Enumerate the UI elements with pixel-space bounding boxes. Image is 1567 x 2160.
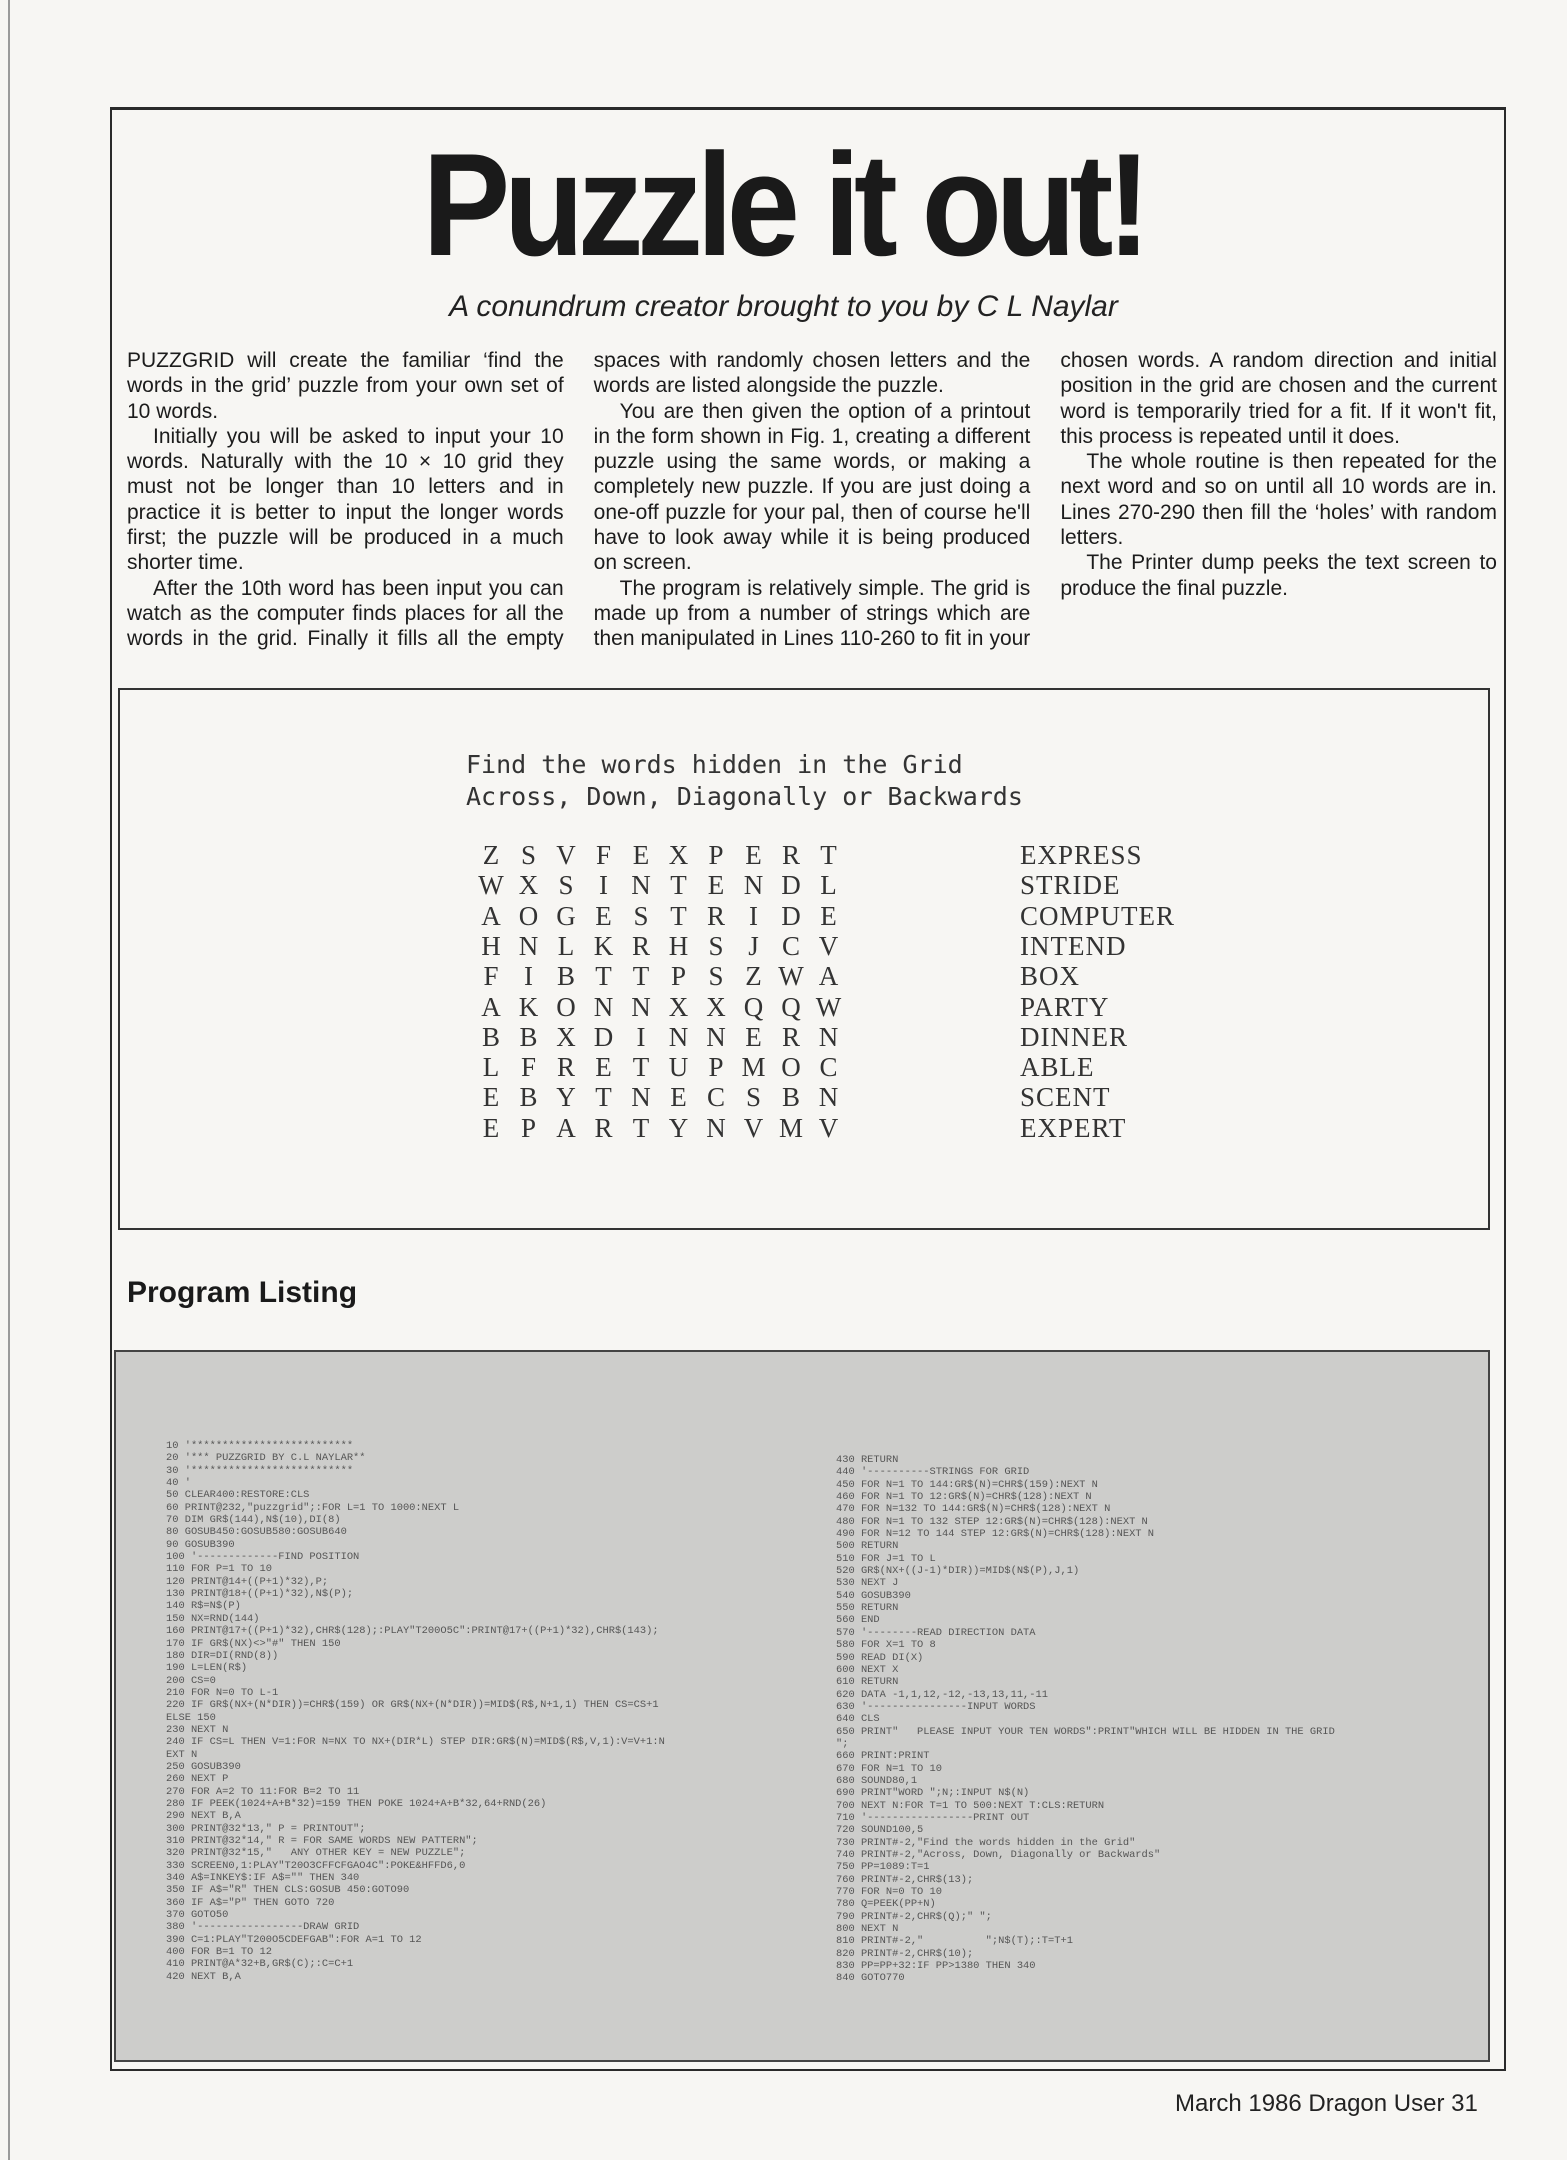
code-line: 490 FOR N=12 TO 144 STEP 12:GR$(N)=CHR$(128):NEXT N [836, 1528, 1155, 1541]
code-line: 160 PRINT@17+((P+1)*32),CHR$(128);:PLAY"T200O5C":PRINT@17+((P+1)*32),CHR$(143); [166, 1625, 659, 1638]
paragraph: The program is relatively simple. The grid is made up from a number of strings which are then manipulated in Lines 110-260 to fit in your chosen words. A random direction and initial position in the grid are chosen and the current word is temporarily tried for a fit. If it won't fit, this process is repeated until it does. [593, 349, 1497, 651]
grid-letter: I [599, 870, 608, 901]
code-line: 130 PRINT@18+((P+1)*32),N$(P); [166, 1588, 354, 1601]
grid-letter: N [518, 930, 539, 961]
code-line: 620 DATA -1,1,12,-12,-13,13,11,-11 [836, 1688, 1049, 1701]
code-line: 90 GOSUB390 [166, 1538, 235, 1551]
code-line: 260 NEXT P [166, 1773, 229, 1786]
program-listing-title: Program Listing [127, 1276, 358, 1309]
code-line: 150 NX=RND(144) [166, 1612, 260, 1625]
grid-letter: P [708, 840, 724, 870]
code-line: 560 END [836, 1614, 880, 1627]
grid-letter: R [594, 1112, 613, 1143]
grid-letter: E [482, 1112, 500, 1143]
grid-letter: I [749, 900, 758, 931]
code-line: 740 PRINT#-2,"Across, Down, Diagonally or Backwards" [836, 1849, 1161, 1861]
grid-letter: E [745, 840, 762, 870]
grid-letter: L [820, 870, 837, 901]
grid-letter: I [636, 1021, 646, 1052]
grid-letter: D [781, 870, 801, 901]
grid-letter: B [556, 961, 575, 992]
grid-letter: T [632, 961, 650, 992]
grid-letter: X [668, 991, 689, 1022]
grid-letter: F [595, 840, 612, 870]
grid-letter: S [708, 961, 724, 992]
grid-letter: B [781, 1082, 800, 1113]
grid-letter: A [818, 961, 839, 992]
grid-letter: W [478, 870, 504, 901]
code-line: 200 CS=0 [166, 1674, 216, 1687]
grid-letter: A [481, 991, 501, 1022]
code-line: 420 NEXT B,A [166, 1970, 241, 1983]
code-line: 60 PRINT@232,"puzzgrid";:FOR L=1 TO 1000:NEXT L [166, 1501, 460, 1514]
grid-letter: R [556, 1052, 575, 1083]
grid-letter: R [706, 900, 725, 931]
code-line: 180 DIR=DI(RND(8)) [166, 1649, 279, 1662]
grid-letter: K [518, 991, 539, 1022]
listing-column-left [166, 1440, 665, 1983]
grid-letter: E [595, 1052, 612, 1083]
code-line: 500 RETURN [836, 1540, 899, 1553]
figure-heading-1: Find the words hidden in the Grid [466, 750, 963, 779]
grid-letter: X [518, 870, 539, 901]
code-line: 360 IF A$="P" THEN GOTO 720 [166, 1896, 335, 1909]
grid-letter: D [593, 1021, 614, 1052]
grid-letter: Z [482, 840, 500, 870]
grid-letter: J [748, 930, 759, 961]
code-line: 730 PRINT#-2,"Find the words hidden in the Grid" [836, 1836, 1136, 1849]
grid-letter: H [481, 930, 501, 961]
code-line: 310 PRINT@32*14," R = FOR SAME WORDS NEW PATTERN"; [166, 1835, 478, 1847]
grid-letter: V [556, 840, 576, 870]
grid-letter: B [481, 1021, 500, 1052]
grid-letter: N [818, 1021, 839, 1052]
code-line: 480 FOR N=1 TO 132 STEP 12:GR$(N)=CHR$(128):NEXT N [836, 1515, 1148, 1528]
figure-puzzle-printout [118, 688, 1490, 1230]
code-line: 760 PRINT#-2,CHR$(13); [836, 1873, 974, 1886]
code-line: 630 '----------------INPUT WORDS [836, 1700, 1036, 1713]
grid-letter: T [595, 1082, 612, 1113]
code-line: 660 PRINT:PRINT [836, 1750, 930, 1763]
grid-letter: L [482, 1052, 500, 1083]
grid-letter: R [631, 930, 650, 961]
code-line: 570 '--------READ DIRECTION DATA [836, 1626, 1036, 1639]
grid-letter: S [520, 840, 537, 870]
grid-letter: I [524, 961, 533, 992]
grid-letter: Q [743, 991, 764, 1022]
code-line: 830 PP=PP+32:IF PP>1380 THEN 340 [836, 1960, 1036, 1973]
grid-letter: C [706, 1082, 725, 1113]
word-list-item: EXPERT [1020, 1112, 1127, 1143]
grid-letter: Q [781, 991, 801, 1022]
grid-letter: V [818, 1112, 839, 1143]
grid-letter: E [632, 840, 650, 870]
code-line: 680 SOUND80,1 [836, 1774, 918, 1787]
grid-letter: P [708, 1052, 724, 1083]
grid-letter: Y [556, 1082, 576, 1113]
grid-letter: B [519, 1021, 538, 1052]
figure-heading-2: Across, Down, Diagonally or Backwards [466, 782, 1023, 811]
paragraph: You are then given the option of a printout in the form shown in Fig. 1, creating a different puzzle using the same words, or making a completely new puzzle. If you are just doing a one-off puzzle for your pal, then of course he'll have to look away while it is being produced on screen. [593, 399, 1031, 575]
grid-letter: S [745, 1082, 762, 1113]
code-line: 790 PRINT#-2,CHR$(Q);" "; [836, 1910, 992, 1923]
grid-letter: N [668, 1021, 689, 1052]
grid-letter: W [778, 961, 804, 992]
grid-letter: P [670, 961, 687, 992]
grid-letter: N [593, 991, 614, 1022]
code-line: 340 A$=INKEY$:IF A$="" THEN 340 [166, 1872, 360, 1885]
grid-letter: A [556, 1112, 576, 1143]
code-line: 280 IF PEEK(1024+A+B*32)=159 THEN POKE 1024+A+B*32,64+RND(26) [166, 1797, 547, 1810]
code-line: 690 PRINT"WORD ";N;:INPUT N$(N) [836, 1787, 1030, 1800]
grid-letter: E [745, 1021, 762, 1052]
code-line: 70 DIM GR$(144),N$(10),DI(8) [166, 1514, 341, 1527]
code-line: 670 FOR N=1 TO 10 [836, 1762, 943, 1775]
code-line: 530 NEXT J [836, 1577, 899, 1590]
code-line: 580 FOR X=1 TO 8 [836, 1639, 936, 1652]
code-line: 270 FOR A=2 TO 11:FOR B=2 TO 11 [166, 1785, 360, 1798]
article-subtitle: A conundrum creator brought to you by C L Naylar [449, 290, 1118, 323]
code-line: 30 '************************** [166, 1464, 354, 1477]
grid-letter: T [632, 1112, 650, 1143]
code-line: 780 Q=PEEK(PP+N) [836, 1898, 936, 1911]
code-line: 430 RETURN [836, 1454, 899, 1466]
grid-letter: E [707, 870, 725, 901]
grid-letter: N [631, 1082, 651, 1113]
code-line: 290 NEXT B,A [166, 1810, 241, 1823]
grid-letter: A [481, 900, 501, 931]
code-line: 330 SCREEN0,1:PLAY"T20O3CFFCFGAO4C":POKE&HFFD6,0 [166, 1859, 466, 1872]
code-line: 590 READ DI(X) [836, 1651, 924, 1664]
article-body [127, 348, 1497, 668]
grid-letter: T [670, 870, 687, 901]
word-list-item: EXPRESS [1020, 840, 1143, 870]
code-line: 400 FOR B=1 TO 12 [166, 1946, 273, 1959]
paragraph: The Printer dump peeks the text screen to produce the final puzzle. [1060, 551, 1497, 600]
grid-letter: E [820, 900, 837, 931]
grid-letter: O [556, 991, 576, 1022]
grid-letter: S [708, 930, 724, 961]
code-line: 700 NEXT N:FOR T=1 TO 500:NEXT T:CLS:RETURN [836, 1799, 1105, 1812]
grid-letter: P [520, 1112, 537, 1143]
word-list-item: BOX [1020, 961, 1081, 992]
code-line: 750 PP=1089:T=1 [836, 1861, 930, 1874]
code-line: 610 RETURN [836, 1676, 899, 1689]
grid-letter: N [706, 1021, 726, 1052]
code-line: 370 GOTO50 [166, 1909, 229, 1922]
code-line: 600 NEXT X [836, 1663, 899, 1676]
grid-letter: X [556, 1021, 576, 1052]
code-line: 350 IF A$="R" THEN CLS:GOSUB 450:GOTO90 [166, 1884, 410, 1897]
program-listing [114, 1350, 1490, 2062]
code-line: 770 FOR N=0 TO 10 [836, 1886, 943, 1899]
grid-letter: Z [745, 961, 762, 992]
code-line: 640 CLS [836, 1713, 880, 1726]
code-line: 10 '************************** [166, 1440, 354, 1452]
code-line: 720 SOUND100,5 [836, 1824, 924, 1837]
grid-letter: T [595, 961, 612, 992]
word-list-item: SCENT [1020, 1082, 1111, 1113]
code-line: 50 CLEAR400:RESTORE:CLS [166, 1489, 310, 1502]
paragraph: After the 10th word has been input you can watch as the computer finds places for all the words in the grid. Finally it fills all the empty spaces with randomly chosen letters and the words are listed alongside the puzzle. [127, 349, 1031, 651]
grid-letter: C [819, 1052, 838, 1083]
grid-letter: V [818, 930, 839, 961]
grid-letter: Y [668, 1112, 689, 1143]
grid-letter: E [670, 1082, 687, 1113]
grid-letter: T [670, 900, 687, 931]
code-line: 210 FOR N=0 TO L-1 [166, 1686, 279, 1699]
listing-column-right [836, 1454, 1335, 1985]
grid-letter: E [595, 900, 612, 931]
grid-letter: D [781, 900, 801, 931]
grid-letter: V [743, 1112, 764, 1143]
grid-letter: N [631, 870, 651, 901]
word-list-item: STRIDE [1020, 870, 1121, 901]
grid-letter: T [820, 840, 837, 870]
code-line: 390 C=1:PLAY"T200O5CDEFGAB":FOR A=1 TO 12 [166, 1933, 422, 1946]
grid-letter: M [741, 1052, 766, 1083]
article-title: Puzzle it out! [422, 123, 1145, 286]
grid-letter: R [781, 840, 800, 870]
paragraph: PUZZGRID will create the familiar ‘find the words in the grid’ puzzle from your own set of 10 words. [127, 349, 564, 423]
code-line: 230 NEXT N [166, 1723, 229, 1736]
code-line: 40 ' [166, 1477, 191, 1490]
code-line: 220 IF GR$(NX+(N*DIR))=CHR$(159) OR GR$(NX+(N*DIR))=MID$(R$,N+1,1) THEN CS=CS+1 [166, 1699, 659, 1712]
code-line: 540 GOSUB390 [836, 1589, 911, 1602]
grid-letter: H [668, 930, 689, 961]
grid-letter: L [557, 930, 575, 961]
code-line: 460 FOR N=1 TO 12:GR$(N)=CHR$(128):NEXT N [836, 1491, 1092, 1504]
code-line: 840 GOTO770 [836, 1972, 905, 1985]
code-line: ELSE 150 [166, 1711, 216, 1724]
grid-letter: C [781, 930, 800, 961]
code-line: 550 RETURN [836, 1602, 899, 1615]
code-line: 110 FOR P=1 TO 10 [166, 1563, 273, 1576]
code-line: 510 FOR J=1 TO L [836, 1552, 936, 1565]
grid-letter: S [633, 900, 649, 931]
grid-letter: X [706, 991, 726, 1022]
code-line: 250 GOSUB390 [166, 1760, 241, 1773]
code-line: 470 FOR N=132 TO 144:GR$(N)=CHR$(128):NEXT N [836, 1503, 1111, 1516]
grid-letter: T [632, 1052, 650, 1083]
grid-letter: R [781, 1021, 800, 1052]
grid-letter: B [519, 1082, 538, 1113]
grid-letter: O [781, 1052, 801, 1083]
word-list-item: INTEND [1020, 930, 1127, 961]
code-line: 820 PRINT#-2,CHR$(10); [836, 1947, 974, 1960]
code-line: 100 '-------------FIND POSITION [166, 1551, 360, 1564]
code-line: 520 GR$(NX+((J-1)*DIR))=MID$(N$(P),J,1) [836, 1565, 1080, 1578]
code-line: 170 IF GR$(NX)<>"#" THEN 150 [166, 1637, 341, 1650]
code-line: 800 NEXT N [836, 1923, 899, 1936]
grid-letter: U [668, 1052, 689, 1083]
paragraph: The whole routine is then repeated for the next word and so on until all 10 words are in. Lines 270-290 then fill the ‘holes’ with random letters. [1060, 450, 1497, 550]
code-line: 650 PRINT" PLEASE INPUT YOUR TEN WORDS":PRINT"WHICH WILL BE HIDDEN IN THE GRID [836, 1725, 1335, 1738]
code-line: 190 L=LEN(R$) [166, 1662, 248, 1675]
code-line: 140 R$=N$(P) [166, 1600, 241, 1613]
code-line: 710 '-----------------PRINT OUT [836, 1811, 1030, 1824]
grid-letter: F [483, 961, 499, 992]
grid-letter: N [706, 1112, 726, 1143]
grid-letter: W [815, 991, 842, 1022]
grid-letter: O [518, 900, 539, 931]
page-footer: March 1986 Dragon User 31 [1175, 2090, 1478, 2117]
paragraph: Initially you will be asked to input your 10 words. Naturally with the 10 × 10 grid they must not be longer than 10 letters and in practice it is better to input the longer words first; the puzzle will be produced in a much shorter time. [127, 424, 564, 575]
word-list-item: COMPUTER [1020, 900, 1176, 931]
code-line: EXT N [166, 1748, 198, 1761]
code-line: 380 '-----------------DRAW GRID [166, 1921, 360, 1934]
grid-letter: F [520, 1052, 537, 1083]
code-line: 80 GOSUB450:GOSUB580:GOSUB640 [166, 1526, 347, 1539]
grid-letter: M [778, 1112, 803, 1143]
grid-letter: X [668, 840, 689, 870]
code-line: 450 FOR N=1 TO 144:GR$(N)=CHR$(159):NEXT N [836, 1478, 1098, 1491]
word-list-item: ABLE [1020, 1052, 1095, 1083]
code-line: 810 PRINT#-2," ";N$(T);:T=T+1 [836, 1935, 1073, 1948]
grid-letter: G [556, 900, 576, 931]
word-list-item: DINNER [1020, 1021, 1128, 1052]
grid-letter: N [631, 991, 651, 1022]
code-line: "; [836, 1737, 849, 1750]
code-line: 320 PRINT@32*15," ANY OTHER KEY = NEW PUZZLE"; [166, 1847, 466, 1860]
grid-letter: E [482, 1082, 500, 1113]
grid-letter: S [558, 870, 574, 901]
page-edge [8, 0, 10, 2160]
code-line: 300 PRINT@32*13," P = PRINTOUT"; [166, 1822, 366, 1835]
code-line: 440 '----------STRINGS FOR GRID [836, 1466, 1030, 1479]
code-line: 240 IF CS=L THEN V=1:FOR N=NX TO NX+(DIR*L) STEP DIR:GR$(N)=MID$(R$,V,1):V=V+1:N [166, 1736, 665, 1749]
code-line: 410 PRINT@A*32+B,GR$(C);:C=C+1 [166, 1958, 354, 1971]
grid-letter: K [593, 930, 614, 961]
grid-letter: N [743, 870, 764, 901]
word-list-item: PARTY [1020, 991, 1110, 1022]
grid-letter: N [818, 1082, 839, 1113]
code-line: 20 '*** PUZZGRID BY C.L NAYLAR** [166, 1452, 366, 1465]
code-line: 120 PRINT@14+((P+1)*32),P; [166, 1575, 329, 1588]
